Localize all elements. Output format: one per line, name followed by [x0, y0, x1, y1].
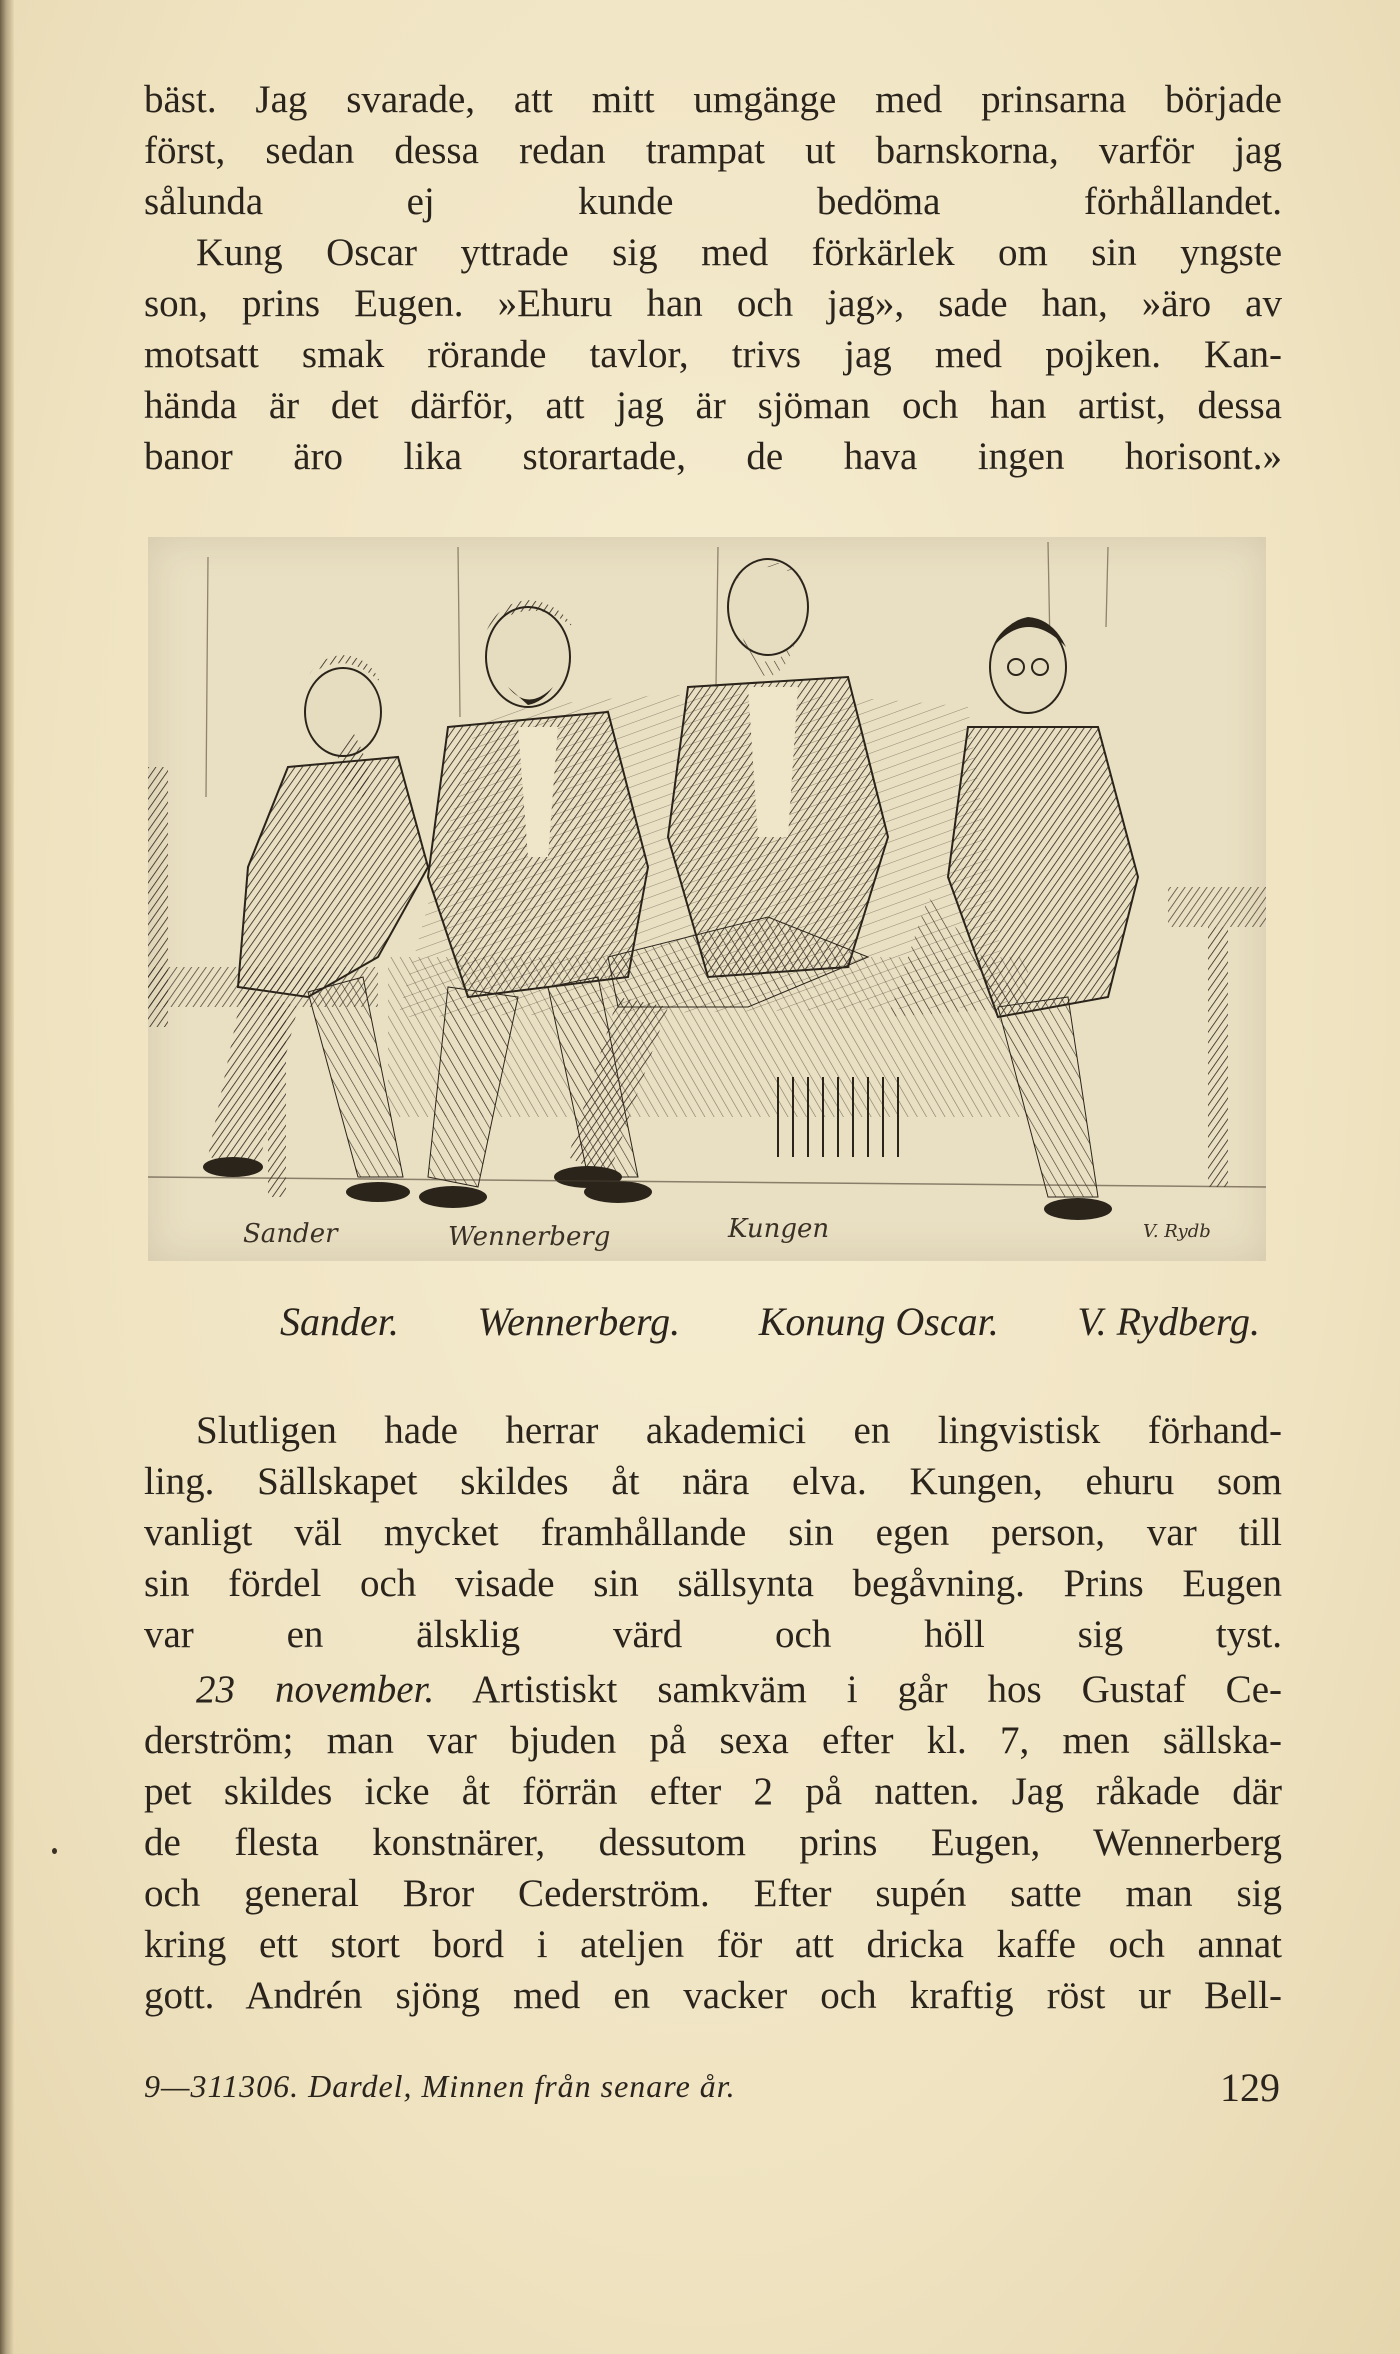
- paragraph-3: [144, 1405, 1282, 1660]
- text-line: bäst. Jag svarade, att mitt umgänge med prinsarna började: [144, 78, 1282, 121]
- signature-wennerberg: Wennerberg: [448, 1222, 611, 1252]
- right-chair: [1168, 887, 1266, 1187]
- paragraph-2: [144, 227, 1282, 482]
- text-line: sin fördel och visade sin sällsynta begåvning. Prins Eugen: [144, 1562, 1282, 1605]
- text-line: de flesta konstnärer, dessutom prins Eugen, Wennerberg: [144, 1821, 1282, 1864]
- text-line: kring ett stort bord i ateljen för att dricka kaffe och annat: [144, 1923, 1282, 1966]
- caption-konung-oscar: Konung Oscar.: [758, 1299, 999, 1344]
- page-number: 129: [1220, 2065, 1280, 2110]
- paragraph-1: [144, 74, 1282, 227]
- text-line: Kung Oscar yttrade sig med förkärlek om sin yngste: [196, 231, 1282, 274]
- text-line: banor äro lika storartade, de hava ingen horisont.»: [144, 435, 1282, 478]
- text-line: hända är det därför, att jag är sjöman och han artist, dessa: [144, 384, 1282, 427]
- illustration-caption: [280, 1298, 1260, 1345]
- signature-rydberg: V. Rydb: [1143, 1221, 1211, 1242]
- signature-sander: Sander: [243, 1219, 338, 1249]
- paragraph-4: [144, 1664, 1282, 2021]
- printer-signature-mark: 9—311306. Dardel, Minnen från senare år.: [144, 2068, 736, 2104]
- figure-sander: [203, 655, 428, 1202]
- page-binding-edge: [0, 0, 14, 2354]
- text-line: [144, 1664, 1282, 1715]
- diary-date: 23 november.: [196, 1668, 435, 1711]
- pen-sketch-drawing: [148, 537, 1266, 1261]
- text-line: och general Bror Cederström. Efter supén satte man sig: [144, 1872, 1282, 1915]
- text-line: var en älsklig värd och höll sig tyst.: [144, 1613, 1282, 1656]
- text-line: sålunda ej kunde bedöma förhållandet.: [144, 180, 1282, 223]
- text-line: pet skildes icke åt förrän efter 2 på natten. Jag råkade där: [144, 1770, 1282, 1813]
- caption-v-rydberg: V. Rydberg.: [1077, 1299, 1260, 1344]
- text-line: derström; man var bjuden på sexa efter kl. 7, men sällska-: [144, 1719, 1282, 1762]
- text-line: ling. Sällskapet skildes åt nära elva. Kungen, ehuru som: [144, 1460, 1282, 1503]
- caption-wennerberg: Wennerberg.: [477, 1299, 681, 1344]
- text-line: vanligt väl mycket framhållande sin egen person, var till: [144, 1511, 1282, 1554]
- ink-speck: [52, 1848, 57, 1854]
- text-line-rest: Artistiskt samkväm i går hos Gustaf Ce-: [434, 1668, 1282, 1711]
- text-line: gott. Andrén sjöng med en vacker och kraftig röst ur Bell-: [144, 1974, 1282, 2017]
- caption-sander: Sander.: [280, 1299, 399, 1344]
- text-line: Slutligen hade herrar akademici en lingvistisk förhand-: [196, 1409, 1282, 1452]
- sketch-illustration: [148, 537, 1266, 1261]
- signature-kungen: Kungen: [728, 1214, 830, 1244]
- text-line: motsatt smak rörande tavlor, trivs jag med pojken. Kan-: [144, 333, 1282, 376]
- text-line: först, sedan dessa redan trampat ut barnskorna, varför jag: [144, 129, 1282, 172]
- text-line: son, prins Eugen. »Ehuru han och jag», sade han, »äro av: [144, 282, 1282, 325]
